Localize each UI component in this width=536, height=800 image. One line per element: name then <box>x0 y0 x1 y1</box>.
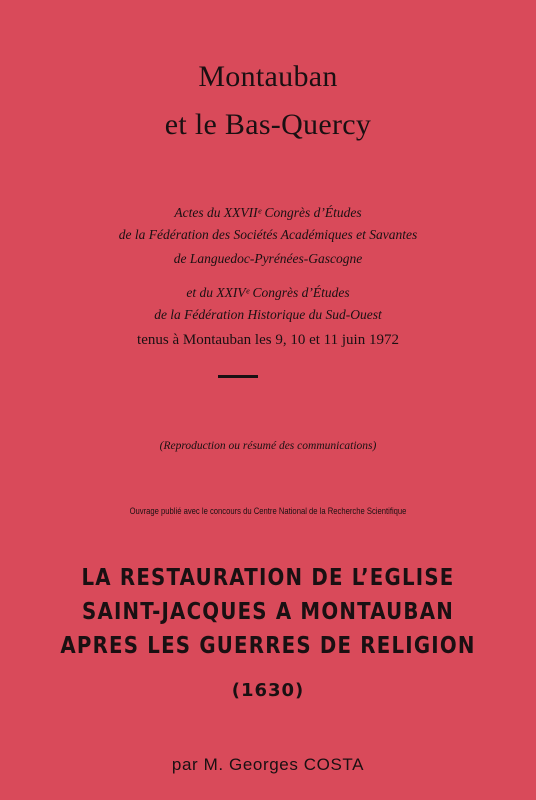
actes-line-1: Actes du XXVIIᵉ Congrès d’Études <box>174 205 362 220</box>
congress-dates: tenus à Montauban les 9, 10 et 11 juin 1972 <box>137 332 399 348</box>
publisher-note: Ouvrage publié avec le concours du Centre National de la Recherche Scientifique <box>129 506 407 516</box>
article-title-line-2: SAINT-JACQUES A MONTAUBAN <box>82 599 454 625</box>
actes-line-3: de Languedoc-Pyrénées-Gascogne <box>173 251 363 266</box>
cover-title-line-2: et le Bas-Quercy <box>164 108 372 141</box>
article-title-line-1: LA RESTAURATION DE L’EGLISE <box>81 565 455 591</box>
actes-line-4: et du XXIVᵉ Congrès d’Études <box>186 285 350 300</box>
divider-rule <box>218 375 258 378</box>
actes-line-2: de la Fédération des Sociétés Académiques et Savantes <box>118 227 418 242</box>
actes-line-5: de la Fédération Historique du Sud-Ouest <box>154 307 382 322</box>
article-year: (1630) <box>231 680 305 701</box>
article-title-line-3: APRES LES GUERRES DE RELIGION <box>60 633 476 659</box>
cover-title-line-1: Montauban <box>198 60 338 93</box>
reproduction-note: (Reproduction ou résumé des communications) <box>159 440 377 452</box>
author-line: par M. Georges COSTA <box>171 755 365 774</box>
